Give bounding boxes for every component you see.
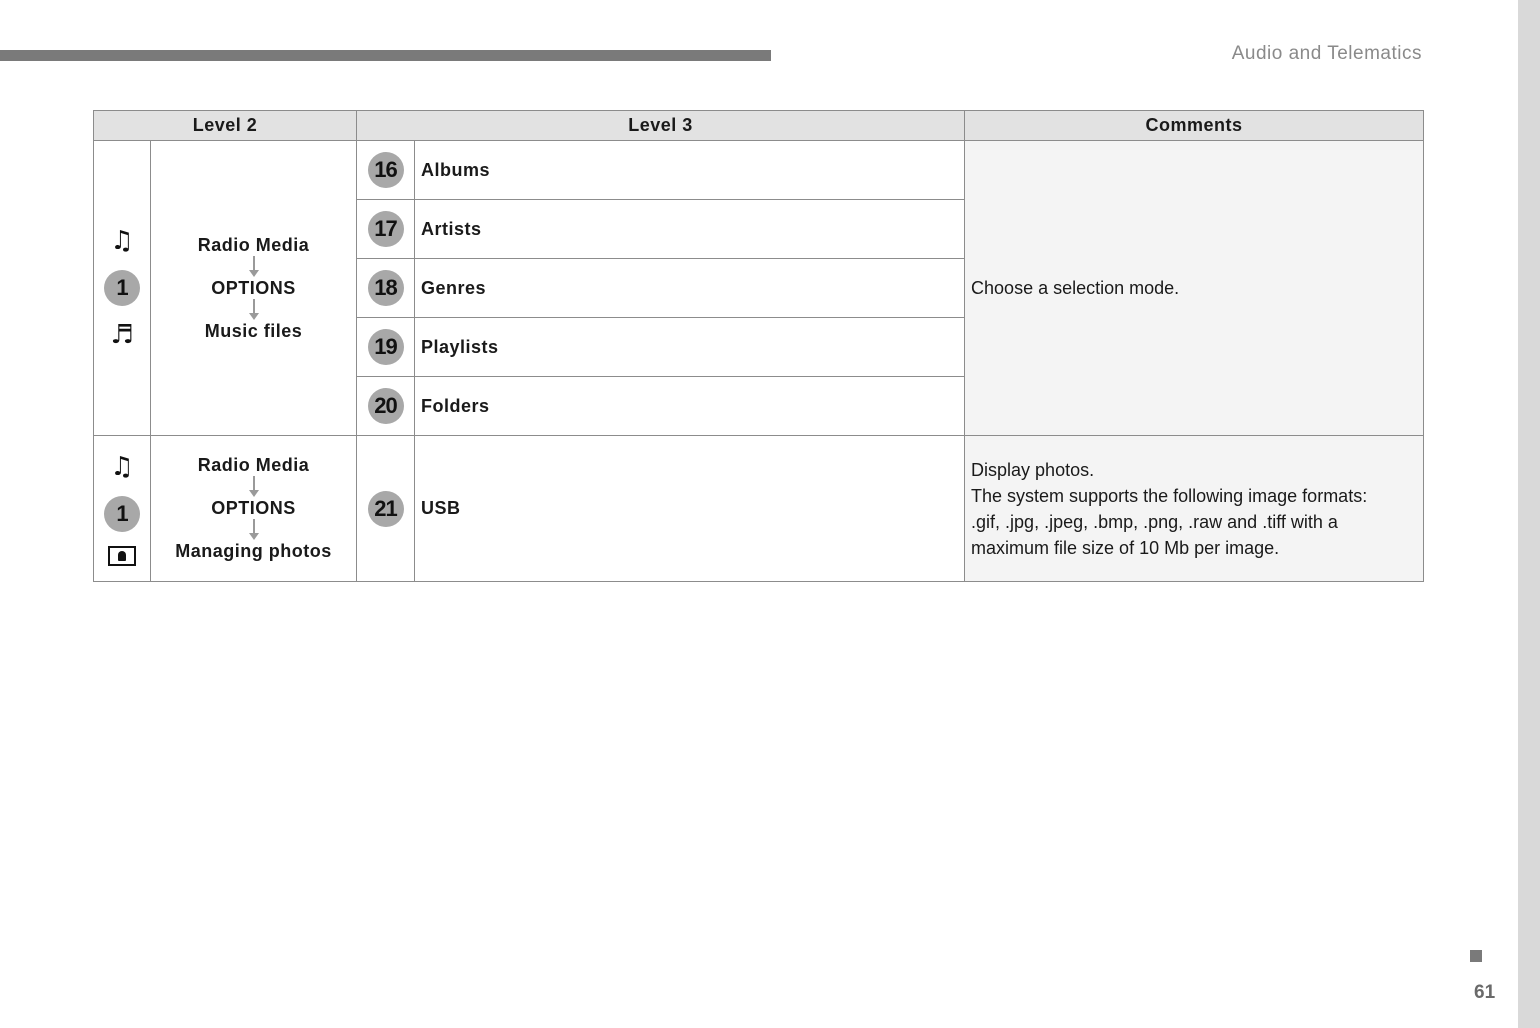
column-header-level-3: Level 3 (357, 111, 965, 141)
item-number-cell (357, 141, 415, 200)
menu-item-usb: USB (415, 436, 965, 582)
number-badge: 18 (368, 270, 404, 306)
option-1-icon: 1 (104, 270, 140, 306)
item-number-cell (357, 318, 415, 377)
music-note-icon: ♫ (110, 451, 134, 482)
page-marker (1470, 950, 1482, 962)
option-1-icon: 1 (104, 496, 140, 532)
path-options: OPTIONS (211, 498, 296, 518)
music-files-icon: ♬ (110, 320, 134, 350)
table-row (94, 436, 1424, 582)
comment-cell: Choose a selection mode. (965, 141, 1424, 436)
comment-line: The system supports the following image formats: (971, 485, 1368, 506)
menu-table (93, 110, 1424, 582)
number-badge: 16 (368, 152, 404, 188)
header-bar (0, 50, 771, 61)
item-number-cell (357, 377, 415, 436)
path-radio-media: Radio Media (197, 455, 310, 475)
number-badge: 19 (368, 329, 404, 365)
level-2-icons-cell (94, 141, 151, 436)
item-number-cell (357, 200, 415, 259)
down-arrow-icon (249, 256, 259, 278)
number-badge: 17 (368, 211, 404, 247)
path-managing-photos: Managing photos (175, 541, 332, 561)
photo-icon (108, 546, 136, 566)
music-note-icon: ♫ (110, 226, 134, 256)
down-arrow-icon (249, 519, 259, 541)
path-music-files: Music files (204, 320, 303, 341)
menu-item-albums: Albums (415, 141, 965, 200)
menu-item-playlists: Playlists (415, 318, 965, 377)
table-row (94, 141, 1424, 200)
comment-cell (965, 436, 1424, 582)
comment-line: maximum file size of 10 Mb per image. (971, 537, 1280, 558)
menu-item-artists: Artists (415, 200, 965, 259)
level-2-icons-cell (94, 436, 151, 582)
item-number-cell (357, 259, 415, 318)
down-arrow-icon (249, 299, 259, 321)
level-2-path-cell (151, 141, 357, 436)
number-badge: 20 (368, 388, 404, 424)
menu-item-genres: Genres (415, 259, 965, 318)
comment-line: .gif, .jpg, .jpeg, .bmp, .png, .raw and .tiff with a (971, 511, 1338, 532)
number-badge: 21 (368, 491, 404, 527)
page-number: 61 (1474, 982, 1496, 1003)
menu-item-folders: Folders (415, 377, 965, 436)
path-radio-media: Radio Media (197, 234, 310, 255)
comment-line: Display photos. (971, 459, 1095, 480)
page-edge-strip (1518, 0, 1540, 1028)
section-title: Audio and Telematics (1231, 43, 1422, 64)
table-header-row (94, 111, 1424, 141)
column-header-level-2: Level 2 (94, 111, 357, 141)
item-number-cell (357, 436, 415, 582)
column-header-comments: Comments (965, 111, 1424, 141)
path-options: OPTIONS (211, 277, 296, 298)
level-2-path-cell (151, 436, 357, 582)
down-arrow-icon (249, 476, 259, 498)
